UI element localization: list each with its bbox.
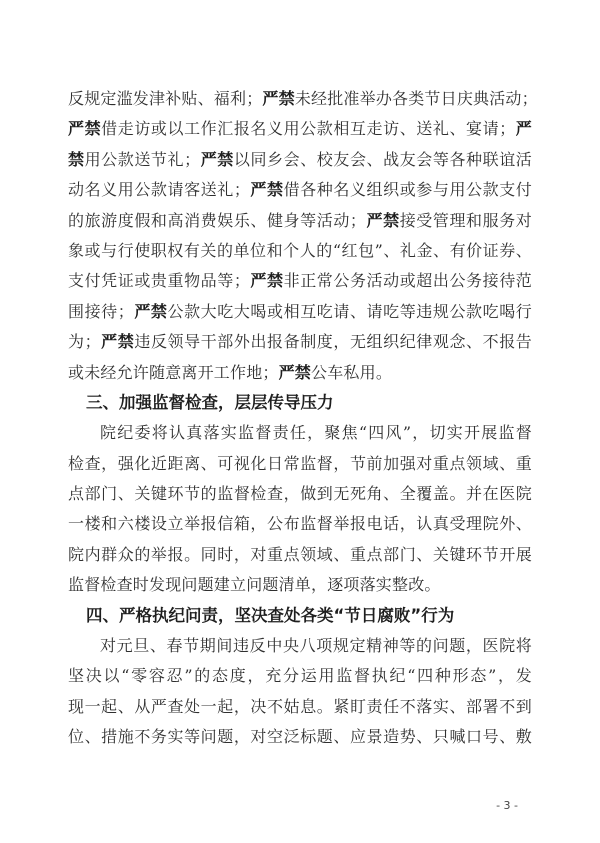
text-segment: 为； [68,332,101,352]
paragraph-line [68,145,532,175]
text-segment: 未经批准举办各类节日庆典活动； [294,89,538,108]
paragraph-line [68,266,532,296]
paragraph-line [68,114,532,144]
paragraph-line: 坚决以“零容忍”的态度，充分运用监督执纪“四种形态”，发 [68,666,532,686]
paragraph-line [68,358,532,388]
text-segment: 借各种名义组织或参与用公款支付 [283,180,532,200]
page-number: - 3 - [496,799,518,812]
text-segment: 或未经允许随意离开工作地； [68,362,279,382]
text-segment: 支付凭证或贵重物品等； [68,271,251,291]
bold-keyword: 严禁 [262,89,295,108]
paragraph-line: 位、措施不务实等问题，对空泛标题、应景造势、只喊口号、敷 [68,727,532,747]
bold-keyword: 严禁 [68,119,102,139]
paragraph-line [68,327,532,357]
bold-keyword: 严禁 [200,149,234,169]
paragraph-line: 院内群众的举报。同时，对重点领域、重点部门、关键环节开展 [68,544,532,564]
text-segment: 动名义用公款请客送礼； [68,180,251,200]
bold-keyword: 严 [515,119,532,139]
text-segment: 围接待； [68,301,134,321]
section-heading-4: 四、严格执纪问责，坚决查处各类“节日腐败”行为 [86,605,455,625]
text-segment: 接受管理和服务对 [399,210,532,230]
bold-keyword: 严禁 [250,180,284,200]
paragraph-line [68,206,532,236]
paragraph-line [68,84,538,114]
text-segment: 象或与行使职权有关的单位和个人的“红包”、礼金、有价证券、 [68,240,532,260]
paragraph-line: 监督检查时发现问题建立问题清单，逐项落实整改。 [68,575,441,595]
section-heading-3: 三、加强监督检查，层层传导压力 [86,392,334,412]
bold-keyword: 严禁 [366,210,400,230]
bold-keyword: 禁 [68,149,85,169]
paragraph-line: 一楼和六楼设立举报信箱，公布监督举报电话，认真受理院外、 [68,514,532,534]
text-segment: 非正常公务活动或超出公务接待范 [283,271,532,291]
bold-keyword: 严禁 [100,332,135,352]
bold-keyword: 严禁 [250,271,284,291]
paragraph-line: 点部门、关键环节的监督检查，做到无死角、全覆盖。并在医院 [68,484,532,504]
document-body [68,84,538,753]
text-segment: 以同乡会、校友会、战友会等各种联谊活 [233,149,533,169]
bold-keyword: 严禁 [278,362,312,382]
bold-keyword: 严禁 [133,301,168,321]
paragraph-line [68,236,532,266]
paragraph-line: 现一起、从严查处一起，决不姑息。紧盯责任不落实、部署不到 [68,696,532,716]
text-segment: 用公款送节礼； [84,149,201,169]
text-segment: 公车私用。 [311,362,393,382]
text-segment: 的旅游度假和高消费娱乐、健身等活动； [68,210,367,230]
paragraph-line [68,297,532,327]
paragraph-line [68,175,532,205]
paragraph-line: 检查，强化近距离、可视化日常监督，节前加强对重点领域、重 [68,453,532,473]
paragraph-line: 对元旦、春节期间违反中央八项规定精神等的问题，医院将 [100,636,532,656]
paragraph-line: 院纪委将认真落实监督责任，聚焦“四风”，切实开展监督 [100,423,532,443]
text-segment: 公款大吃大喝或相互吃请、请吃等违规公款吃喝行 [167,301,532,321]
text-segment: 违反领导干部外出报备制度，无组织纪律观念、不报告 [134,332,532,352]
text-segment: 反规定滥发津补贴、福利； [68,89,263,108]
text-segment: 借走访或以工作汇报名义用公款相互走访、送礼、宴请； [101,119,516,139]
